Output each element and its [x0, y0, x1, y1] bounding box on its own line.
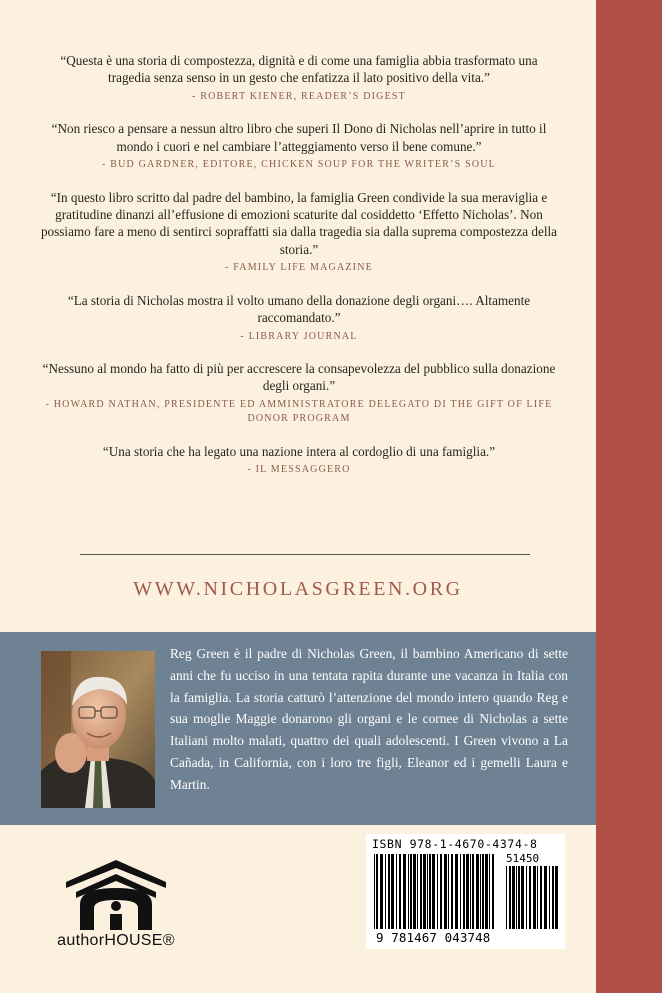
- publisher-name: authorHOUSE®: [57, 932, 175, 949]
- publisher-logo: [40, 858, 192, 958]
- quote-text: “Nessuno al mondo ha fatto di più per accrescere la consapevolezza del pubblico sulla donazione degli organi.”: [42, 361, 556, 394]
- authorhouse-logo-icon: [40, 858, 192, 930]
- review-quote: [40, 52, 558, 104]
- quote-source: - IL MESSAGGERO: [247, 464, 351, 476]
- barcode-digits: 9 781467 043748: [376, 930, 491, 945]
- isbn-label: ISBN 978-1-4670-4374-8: [372, 837, 538, 851]
- review-quotes: [40, 52, 558, 494]
- spine-strip: [596, 0, 662, 993]
- quote-source: - ROBERT KIENER, READER’S DIGEST: [191, 90, 406, 102]
- author-bio-text: Reg Green è il padre di Nicholas Green, il bambino Americano di sette anni che fu ucciso in una tentata rapita durante une vacanza in Italia con la famiglia. La storia catturò l’attenzione del mondo intero quando Reg e sua moglie Maggie donarono gli organi e le cornee di Nicholas a sette Italiani molto malati, quattro dei quali adolescenti. I Green vivono a La Cañada, in California, con i loro tre figli, Eleanor ed i gemelli Laura e Martin.: [170, 646, 568, 792]
- quote-source: - BUD GARDNER, EDITORE, CHICKEN SOUP FOR THE WRITER’S SOUL: [102, 159, 496, 171]
- author-portrait-image: [41, 651, 155, 808]
- quote-source: - FAMILY LIFE MAGAZINE: [225, 262, 373, 274]
- review-quote: [40, 292, 558, 344]
- review-quote: [40, 120, 558, 172]
- review-quote: [40, 443, 558, 478]
- quote-source: - LIBRARY JOURNAL: [240, 330, 358, 342]
- quote-source: - HOWARD NATHAN, PRESIDENTE ED AMMINISTRATORE DELEGATO DI THE GIFT OF LIFE DONOR PROGRAM: [45, 398, 553, 425]
- divider-line: [80, 554, 530, 555]
- review-quote: [40, 360, 558, 427]
- quote-text: “In questo libro scritto dal padre del bambino, la famiglia Green condivide la sua meraviglia e gratitudine dinanzi all’effusione di emozioni scaturite dal cosiddetto ‘Effetto Nicholas’. Non possiamo fare a meno di sentirci sopraffatti sia dalla tragedia sia dalla suprema compostezza della storia.”: [40, 189, 558, 257]
- website-url: WWW.NICHOLASGREEN.ORG: [133, 578, 463, 600]
- quote-text: “Una storia che ha legato una nazione intera al cordoglio di una famiglia.”: [102, 443, 496, 459]
- barcode-area: [366, 834, 565, 949]
- review-quote: [40, 189, 558, 276]
- author-photo: [41, 651, 155, 808]
- price-code: 51450: [506, 852, 540, 865]
- quote-text: “Questa è una storia di compostezza, dignità e di come una famiglia abbia trasformato una tragedia senza senso in un gesto che enfatizza il lato positivo della vita.”: [60, 53, 538, 86]
- quote-text: “La storia di Nicholas mostra il volto umano della donazione degli organi…. Altamente raccomandato.”: [67, 292, 531, 326]
- quote-text: “Non riesco a pensare a nessun altro libro che superi Il Dono di Nicholas nell’aprire in tutto il mondo i cuori e nel cambiare l’atteggiamento verso il bene comune.”: [51, 121, 547, 154]
